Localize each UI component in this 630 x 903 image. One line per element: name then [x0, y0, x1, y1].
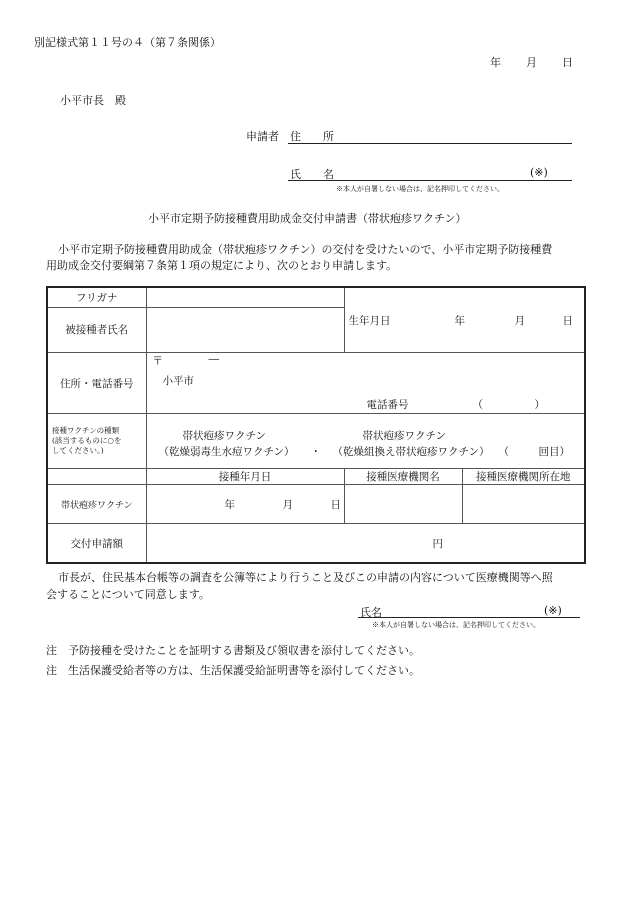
applicant-name-label: 氏 名 [290, 168, 334, 181]
intro-line-2: 用助成金交付要綱第７条第１項の規定により、次のとおり申請します。 [46, 259, 398, 272]
date-month-label: 月 [526, 56, 537, 69]
vaccine-type-label-line-2: (該当するものに○を [52, 436, 122, 445]
intro-line-1: 小平市定期予防接種費用助成金（帯状疱疹ワクチン）の交付を受けたいので、小平市定期予防接種費 [58, 243, 553, 256]
postal-dash: ― [208, 353, 219, 365]
vaccination-date-field[interactable] [146, 485, 344, 524]
header-blank [47, 469, 146, 485]
institution-address-header: 接種医療機関所在地 [462, 469, 585, 485]
birthdate-year: 年 [454, 315, 465, 327]
dose-count-label: 回目） [538, 446, 570, 458]
vaccination-month: 月 [282, 499, 293, 511]
applicant-seal-mark: (※) [530, 166, 548, 179]
date-day-label: 日 [562, 56, 573, 69]
applicant-label: 申請者 [246, 130, 279, 143]
application-table [46, 286, 586, 564]
form-title: 小平市定期予防接種費用助成金交付申請書（帯状疱疹ワクチン） [148, 212, 467, 225]
city-label: 小平市 [162, 375, 194, 387]
vaccination-year: 年 [224, 499, 235, 511]
consent-line-1: 市長が、住民基本台帳等の調査を公簿等により行うこと及びこの申請の内容について医療機関等へ照 [58, 571, 553, 584]
address-phone-field[interactable] [146, 353, 585, 414]
date-year-label: 年 [490, 56, 501, 69]
applicant-self-sign-note: ※本人が自署しない場合は、記名押印してください。 [336, 185, 504, 193]
yen-label: 円 [432, 538, 443, 550]
address-phone-label: 住所・電話番号 [47, 353, 146, 414]
postal-mark: 〒 [152, 355, 163, 367]
applicant-address-field[interactable] [288, 143, 572, 144]
consent-seal-mark: (※) [544, 604, 562, 617]
vaccination-day: 日 [330, 499, 341, 511]
birthdate-cell[interactable] [344, 287, 585, 353]
vaccine-type-label [47, 414, 146, 469]
vaccine-separator: ・ [310, 446, 321, 458]
note-1: 注 予防接種を受けたことを証明する書類及び領収書を添付してください。 [46, 644, 420, 657]
vaccine-b-line-1[interactable]: 帯状疱疹ワクチン [362, 430, 446, 442]
institution-address-field[interactable] [462, 485, 585, 524]
vaccine-type-options [146, 414, 585, 469]
institution-name-header: 接種医療機関名 [344, 469, 462, 485]
applicant-address-label: 住 所 [290, 130, 334, 143]
phone-label: 電話番号 [366, 399, 409, 411]
vaccination-date-header: 接種年月日 [146, 469, 344, 485]
addressee: 小平市長 殿 [60, 94, 126, 107]
applicant-name-field[interactable] [288, 180, 572, 181]
birthdate-day: 日 [562, 315, 573, 327]
vaccine-b-line-2[interactable]: （乾燥組換え帯状疱疹ワクチン） [332, 446, 490, 458]
phone-open-paren: （ [472, 399, 483, 411]
consent-name-field[interactable] [358, 617, 580, 618]
phone-close-paren: ） [534, 399, 545, 411]
note-2: 注 生活保護受給者等の方は、生活保護受給証明書等を添付してください。 [46, 664, 420, 677]
amount-field[interactable] [146, 524, 585, 564]
amount-label: 交付申請額 [47, 524, 146, 564]
consent-self-sign-note: ※本人が自署しない場合は、記名押印してください。 [372, 621, 540, 629]
consent-name-label: 氏名 [360, 606, 382, 619]
vaccine-a-line-1[interactable]: 帯状疱疹ワクチン [182, 430, 266, 442]
vaccine-type-label-line-3: してください。) [52, 446, 104, 455]
birthdate-month: 月 [514, 315, 525, 327]
recipient-name-field[interactable] [146, 307, 344, 353]
vaccine-row-label: 帯状疱疹ワクチン [47, 485, 146, 524]
consent-line-2: 会することについて同意します。 [46, 588, 210, 601]
vaccine-a-line-2[interactable]: （乾燥弱毒生水痘ワクチン） [158, 446, 295, 458]
furigana-field[interactable] [146, 287, 344, 307]
recipient-name-label: 被接種者氏名 [47, 307, 146, 353]
vaccine-type-label-line-1: 接種ワクチンの種類 [52, 426, 120, 435]
institution-name-field[interactable] [344, 485, 462, 524]
birthdate-label: 生年月日 [348, 315, 391, 327]
dose-open-paren: （ [498, 446, 509, 458]
form-number: 別記様式第１１号の４（第７条関係） [34, 36, 221, 49]
furigana-label: フリガナ [47, 287, 146, 307]
